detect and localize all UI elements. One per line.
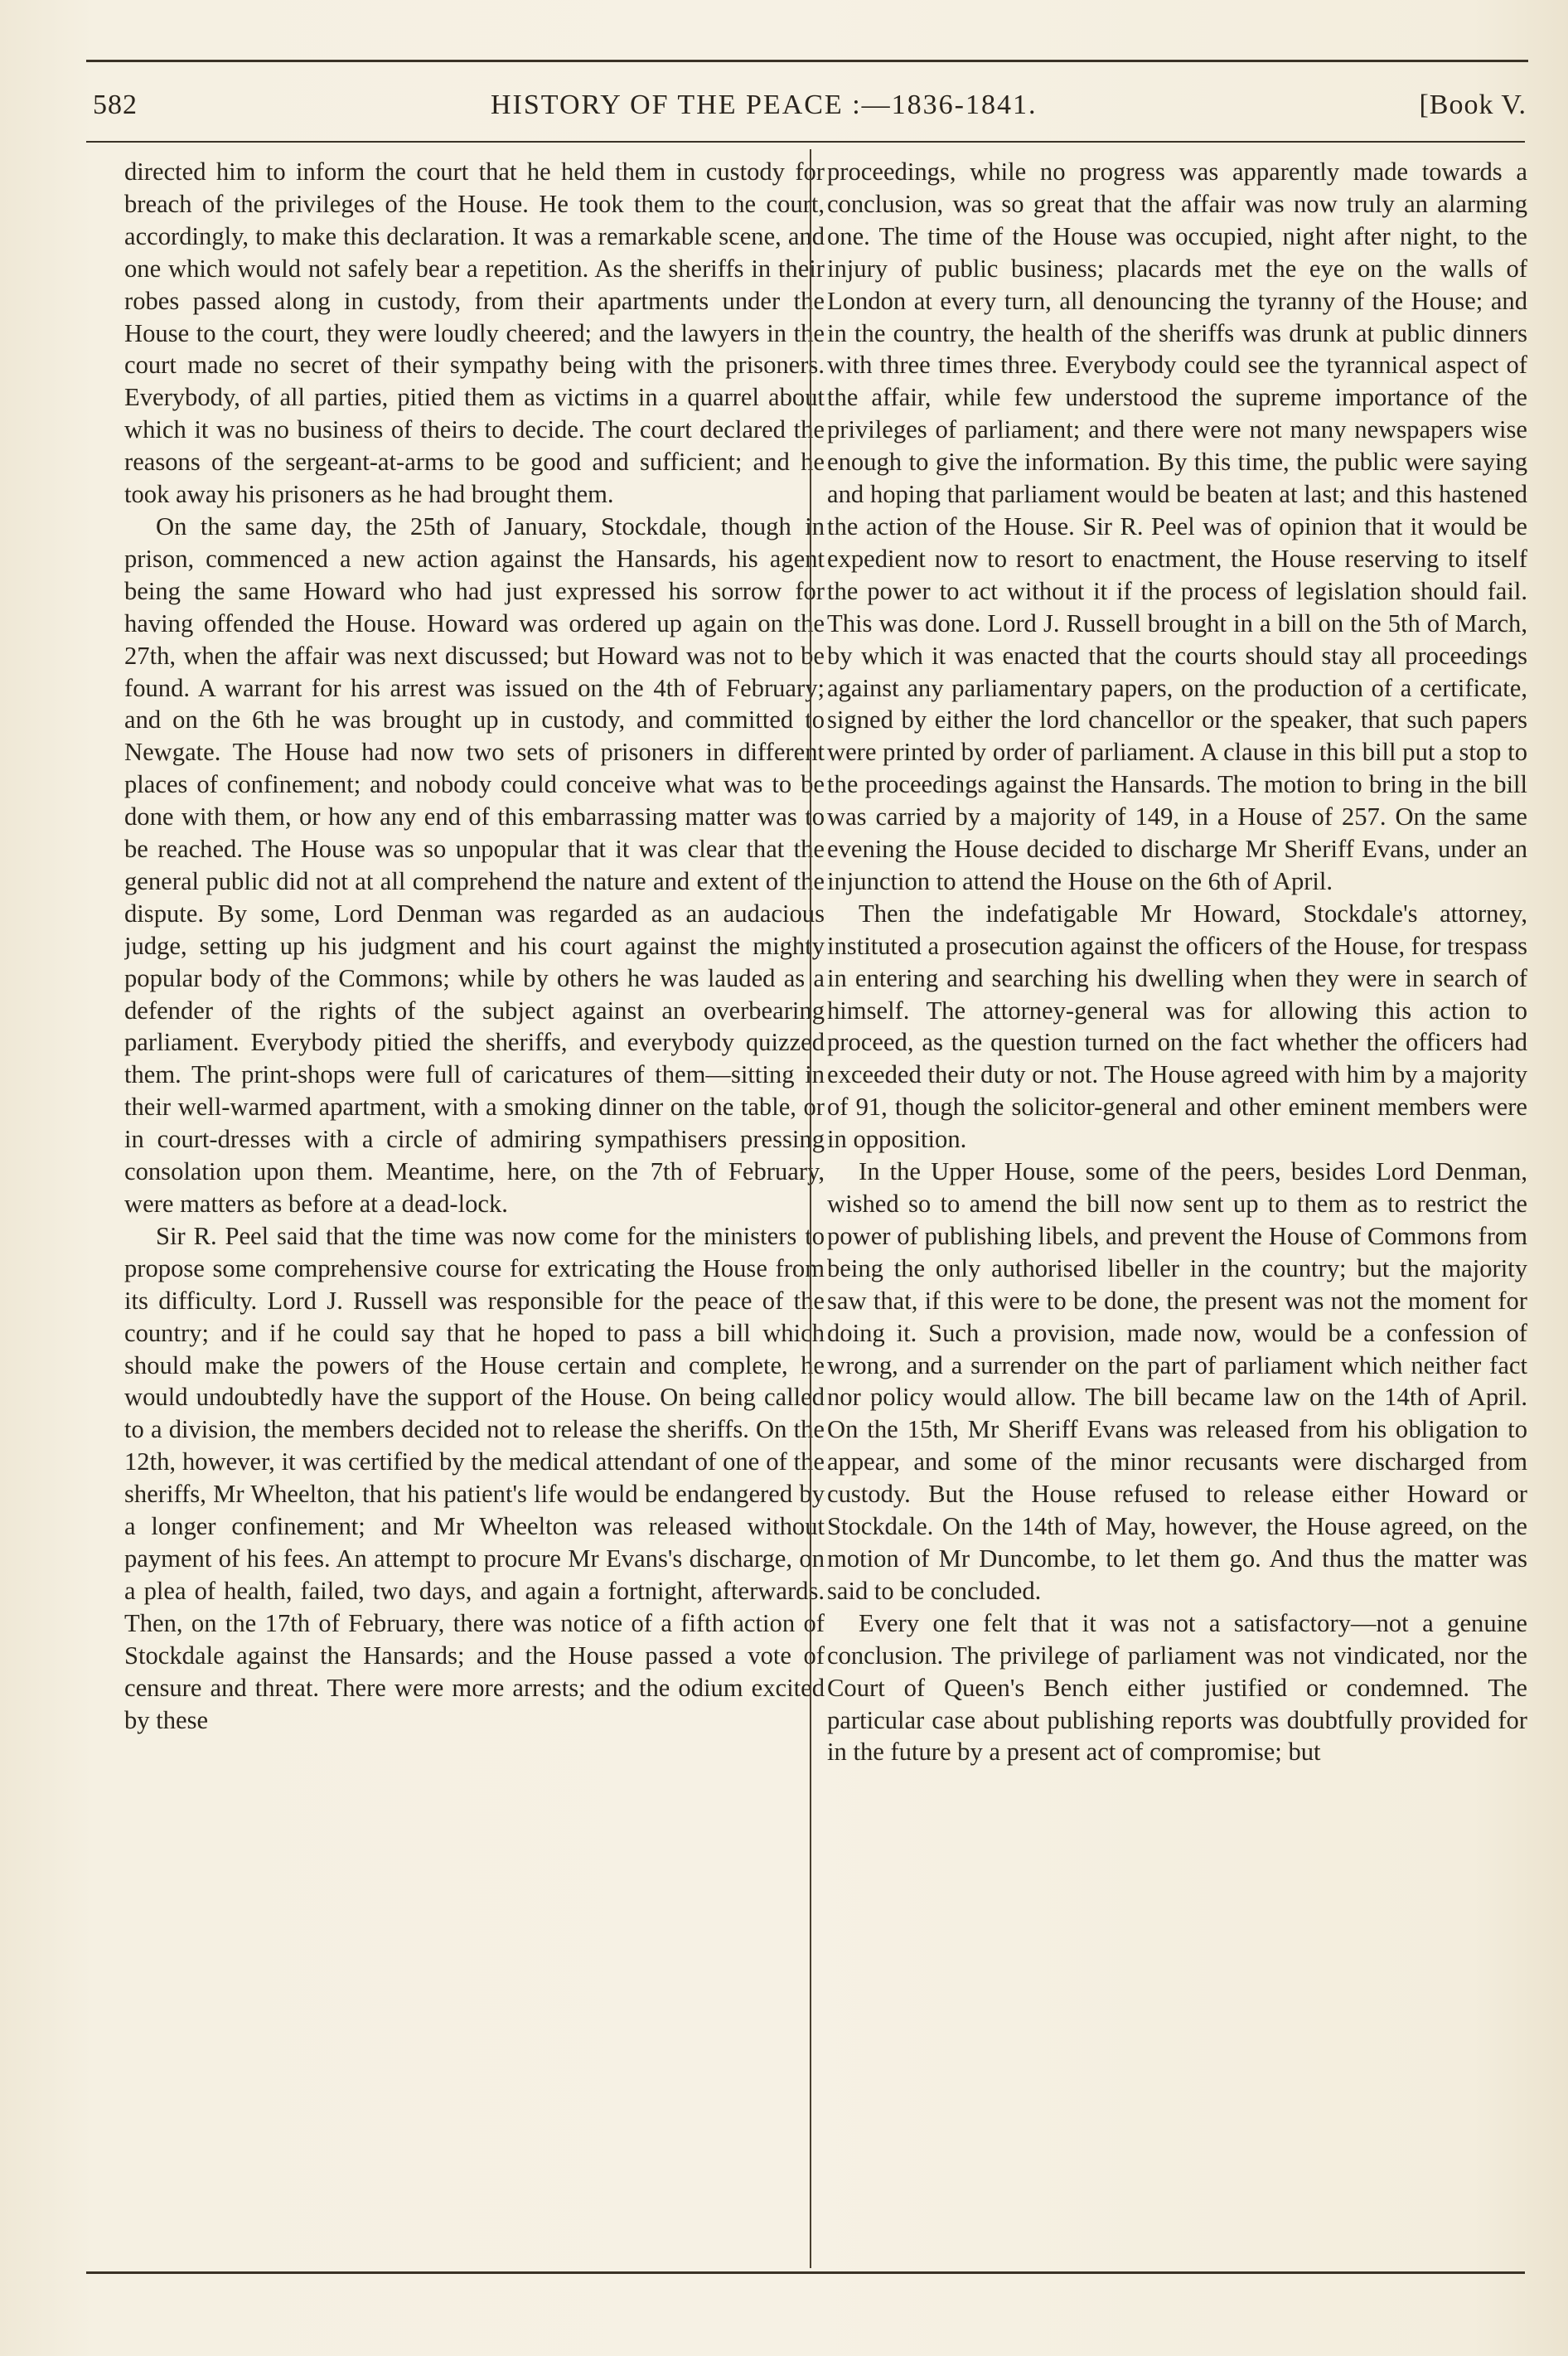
paragraph: Sir R. Peel said that the time was now come for the ministers to propose some comprehensive course for extricating the House from its difficulty. Lord J. Russell was responsible for the peace of the country; and if he could say that he hoped to pass a bill which should make the powers of the House certain and complete, he would undoubtedly have the support of the House. On being called to a division, the members decided not to release the sheriffs. On the 12th, however, it was certified by the medical attendant of one of the sheriffs, Mr Wheelton, that his patient's life would be endangered by a longer confinement; and Mr Wheelton was released without payment of his fees. An attempt to procure Mr Evans's discharge, on a plea of health, failed, two days, and again a fortnight, afterwards. Then, on the 17th of February, there was notice of a fifth action of Stockdale against the Hansards; and the House passed a vote of censure and threat. There were more arrests; and the odium excited by these <box>124 1221 825 1734</box>
column-divider <box>810 149 811 2268</box>
paragraph: proceedings, while no progress was apparently made towards a conclusion, was so great that the affair was now truly an alarming one. The time of the House was occupied, night after night, to the injury of public business; placards met the eye on the walls of London at every turn, all denouncing the tyranny of the House; and in the country, the health of the sheriffs was drunk at public dinners with three times three. Everybody could see the tyrannical aspect of the affair, while few understood the supreme importance of the privileges of parliament; and there were not many newspapers wise enough to give the information. By this time, the public were saying and hoping that parliament would be beaten at last; and this hastened the action of the House. Sir R. Peel was of opinion that it would be expedient now to resort to enactment, the House reserving to itself the power to act without it if the process of legislation should fail. This was done. Lord J. Russell brought in a bill on the 5th of March, by which it was enacted that the courts should stay all proceedings against any parliamentary papers, on the production of a certificate, signed by either the lord chancellor or the speaker, that such papers were printed by order of parliament. A clause in this bill put a stop to the proceedings against the Hansards. The motion to bring in the bill was carried by a majority of 149, in a House of 257. On the same evening the House decided to discharge Mr Sheriff Evans, under an injunction to attend the House on the 6th of April. <box>827 158 1527 895</box>
book-label: [Book V. <box>1419 90 1527 120</box>
right-column <box>827 156 1527 2261</box>
paragraph: In the Upper House, some of the peers, besides Lord Denman, wished so to amend the bill now sent up to them as to restrict the power of publishing libels, and prevent the House of Commons from being the only authorised libeller in the country; but the majority saw that, if this were to be done, the present was not the moment for doing it. Such a provision, made now, would be a confession of wrong, and a surrender on the part of parliament which neither fact nor policy would allow. The bill became law on the 14th of April. On the 15th, Mr Sheriff Evans was released from his obligation to appear, and some of the minor recusants were discharged from custody. But the House refused to release either Howard or Stockdale. On the 14th of May, however, the House agreed, on the motion of Mr Duncombe, to let them go. And thus the matter was said to be concluded. <box>827 1157 1527 1605</box>
paragraph: Then the indefatigable Mr Howard, Stockdale's attorney, instituted a prosecution against the officers of the House, for trespass in entering and searching his dwelling when they were in search of himself. The attorney-general was for allowing this action to proceed, as the question turned on the fact whether the officers had exceeded their duty or not. The House agreed with him by a majority of 91, though the solicitor-general and other eminent members were in opposition. <box>827 899 1527 1154</box>
bottom-rule <box>86 2271 1525 2274</box>
paragraph: directed him to inform the court that he held them in custody for breach of the privileges of the House. He took them to the court, accordingly, to make this declaration. It was a remarkable scene, and one which would not safely bear a repetition. As the sheriffs in their robes passed along in custody, from their apartments under the House to the court, they were loudly cheered; and the lawyers in the court made no secret of their sympathy being with the prisoners. Everybody, of all parties, pitied them as victims in a quarrel about which it was no business of theirs to decide. The court declared the reasons of the sergeant-at-arms to be good and sufficient; and he took away his prisoners as he had brought them. <box>124 158 825 509</box>
header-rule <box>86 141 1525 143</box>
running-header <box>93 90 1527 136</box>
page-number: 582 <box>93 90 138 120</box>
paragraph: Every one felt that it was not a satisfactory—not a genuine conclusion. The privilege of parliament was not vindicated, nor the Court of Queen's Bench either justified or condemned. The particular case about publishing reports was doubtfully provided for in the future by a present act of compromise; but <box>827 1608 1527 1767</box>
top-rule <box>86 60 1528 62</box>
paragraph: On the same day, the 25th of January, Stockdale, though in prison, commenced a new action against the Hansards, his agent being the same Howard who had just expressed his sorrow for having offended the House. Howard was ordered up again on the 27th, when the affair was next discussed; but Howard was not to be found. A warrant for his arrest was issued on the 4th of February; and on the 6th he was brought up in custody, and committed to Newgate. The House had now two sets of prisoners in different places of confinement; and nobody could conceive what was to be done with them, or how any end of this embarrassing matter was to be reached. The House was so unpopular that it was clear that the general public did not at all comprehend the nature and extent of the dispute. By some, Lord Denman was regarded as an audacious judge, setting up his judgment and his court against the mighty popular body of the Commons; while by others he was lauded as a defender of the rights of the subject against an overbearing parliament. Everybody pitied the sheriffs, and everybody quizzed them. The print-shops were full of caricatures of them—sitting in their well-warmed apartment, with a smoking dinner on the table, or in court-dresses with a circle of admiring sympathisers pressing consolation upon them. Meantime, here, on the 7th of February, were matters as before at a dead-lock. <box>124 511 825 1218</box>
running-title: HISTORY OF THE PEACE :—1836-1841. <box>491 90 1038 120</box>
left-column <box>124 156 825 2261</box>
